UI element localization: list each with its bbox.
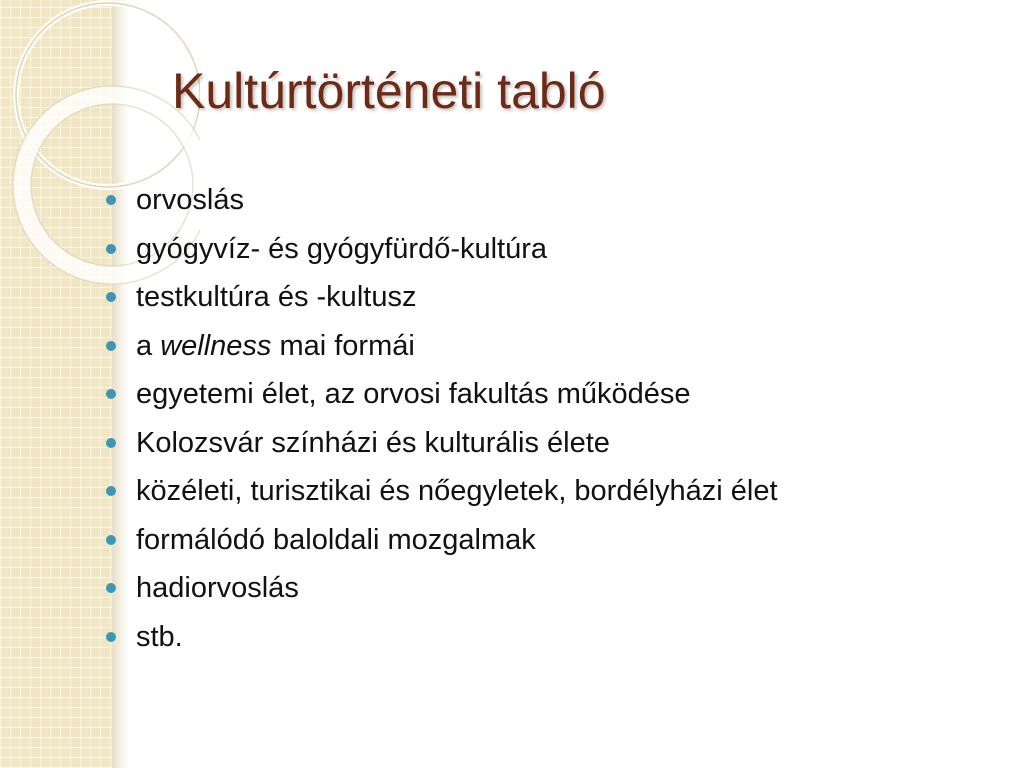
list-item-text: orvoslás bbox=[136, 184, 244, 216]
list-item bbox=[106, 370, 778, 419]
list-item-text: közéleti, turisztikai és nőegyletek, bordélyházi élet bbox=[136, 475, 778, 507]
bullet-icon bbox=[106, 486, 116, 496]
list-item-text: Kolozsvár színházi és kulturális élete bbox=[136, 426, 610, 459]
list-item bbox=[106, 176, 778, 225]
bullet-icon bbox=[106, 244, 116, 254]
list-item bbox=[106, 419, 778, 468]
list-item-text: stb. bbox=[136, 620, 183, 653]
bullet-icon bbox=[106, 438, 116, 448]
list-item bbox=[106, 273, 778, 322]
bullet-icon bbox=[106, 341, 116, 351]
list-item bbox=[106, 516, 778, 565]
list-item-text: formálódó baloldali mozgalmak bbox=[136, 523, 536, 556]
bullet-list bbox=[106, 176, 778, 661]
list-item bbox=[106, 613, 778, 662]
list-item bbox=[106, 467, 778, 516]
list-item-text: gyógyvíz- és gyógyfürdő-kultúra bbox=[136, 232, 548, 265]
list-item bbox=[106, 564, 778, 613]
list-item-text-prefix: a bbox=[136, 329, 161, 362]
list-item bbox=[106, 322, 778, 371]
bullet-icon bbox=[106, 583, 116, 593]
list-item-text: egyetemi élet, az orvosi fakultás működése bbox=[136, 378, 691, 410]
list-item-text-suffix: mai formái bbox=[271, 329, 415, 362]
slide-title: Kultúrtörténeti tabló bbox=[172, 63, 606, 119]
bullet-icon bbox=[106, 292, 116, 302]
bullet-icon bbox=[106, 195, 116, 205]
list-item bbox=[106, 225, 778, 274]
bullet-icon bbox=[106, 389, 116, 399]
bullet-icon bbox=[106, 535, 116, 545]
list-item-text: hadiorvoslás bbox=[136, 572, 299, 604]
list-item-text: testkultúra és -kultusz bbox=[136, 281, 417, 313]
bullet-icon bbox=[106, 632, 116, 642]
list-item-text-italic: wellness bbox=[160, 329, 272, 362]
